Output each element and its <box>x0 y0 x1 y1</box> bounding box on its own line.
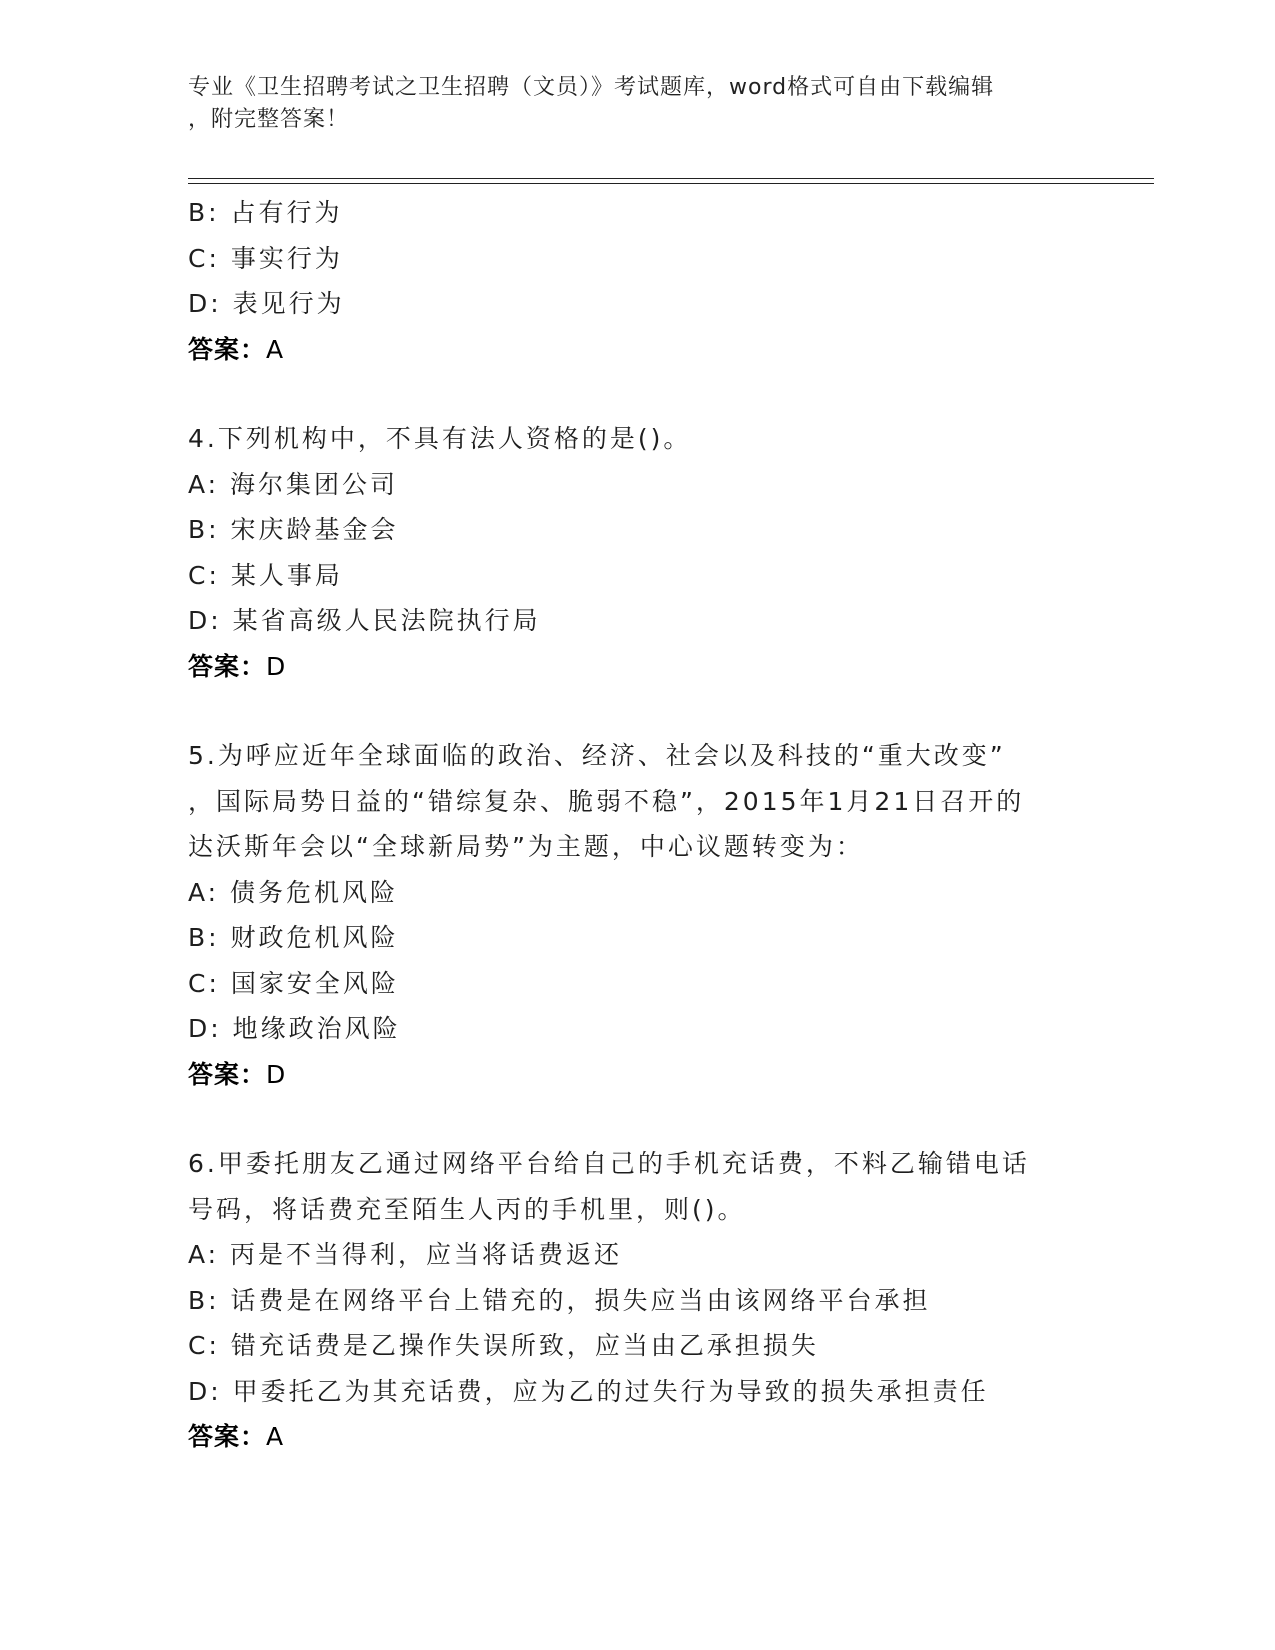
option-a: A: 海尔集团公司 <box>188 469 399 499</box>
header-divider-top <box>188 178 1154 179</box>
answer-label: 答案： <box>188 651 267 681</box>
answer-value: A <box>266 334 285 364</box>
header-divider-bottom <box>188 183 1154 184</box>
answer-line <box>188 644 1088 690</box>
option-c: C: 错充话费是乙操作失误所致，应当由乙承担损失 <box>188 1331 819 1360</box>
question-stem-line-1: 6.甲委托朋友乙通过网络平台给自己的手机充话费，不料乙输错电话 <box>188 1149 1030 1178</box>
option-b: B: 占有行为 <box>188 198 343 227</box>
question-stem-line-1: 5.为呼应近年全球面临的政治、经济、社会以及科技的“重大改变” <box>188 741 1006 770</box>
header-line-2: ，附完整答案！ <box>188 107 350 132</box>
option-b: B: 话费是在网络平台上错充的，损失应当由该网络平台承担 <box>188 1285 931 1315</box>
answer-line <box>188 1414 1088 1460</box>
question-stem-line-3: 达沃斯年会以“全球新局势”为主题，中心议题转变为： <box>188 832 864 861</box>
answer-label: 答案： <box>188 1422 267 1451</box>
question-5 <box>188 733 1088 1097</box>
answer-label: 答案： <box>188 334 267 364</box>
option-b: B: 宋庆龄基金会 <box>188 515 399 544</box>
answer-line <box>188 327 1088 373</box>
option-d: D: 某省高级人民法院执行局 <box>188 606 541 635</box>
answer-label: 答案： <box>188 1059 267 1089</box>
answer-value: D <box>266 1059 287 1089</box>
question-stem-line-2: 号码，将话费充至陌生人丙的手机里，则()。 <box>188 1194 746 1224</box>
question-list <box>188 190 1088 1460</box>
option-d: D: 地缘政治风险 <box>188 1014 401 1043</box>
question-stem: 4.下列机构中，不具有法人资格的是()。 <box>188 424 692 453</box>
answer-value: A <box>266 1422 285 1451</box>
question-stem-line-2: ，国际局势日益的“错综复杂、脆弱不稳”，2015年1月21日召开的 <box>188 786 1025 816</box>
option-b: B: 财政危机风险 <box>188 923 399 952</box>
answer-value: D <box>266 651 287 681</box>
option-d: D: 表见行为 <box>188 289 345 318</box>
option-c: C: 事实行为 <box>188 243 343 273</box>
option-c: C: 某人事局 <box>188 560 343 590</box>
question-4 <box>188 416 1088 689</box>
option-d: D: 甲委托乙为其充话费，应为乙的过失行为导致的损失承担责任 <box>188 1376 989 1406</box>
question-6 <box>188 1141 1088 1460</box>
header-line-1: 专业《卫生招聘考试之卫生招聘（文员）》考试题库，word格式可自由下载编辑 <box>188 75 995 100</box>
document-header <box>188 72 1068 136</box>
option-a: A: 债务危机风险 <box>188 877 399 907</box>
option-c: C: 国家安全风险 <box>188 968 399 998</box>
question-3 <box>188 190 1088 372</box>
option-a: A: 丙是不当得利，应当将话费返还 <box>188 1240 623 1269</box>
answer-line <box>188 1052 1088 1098</box>
